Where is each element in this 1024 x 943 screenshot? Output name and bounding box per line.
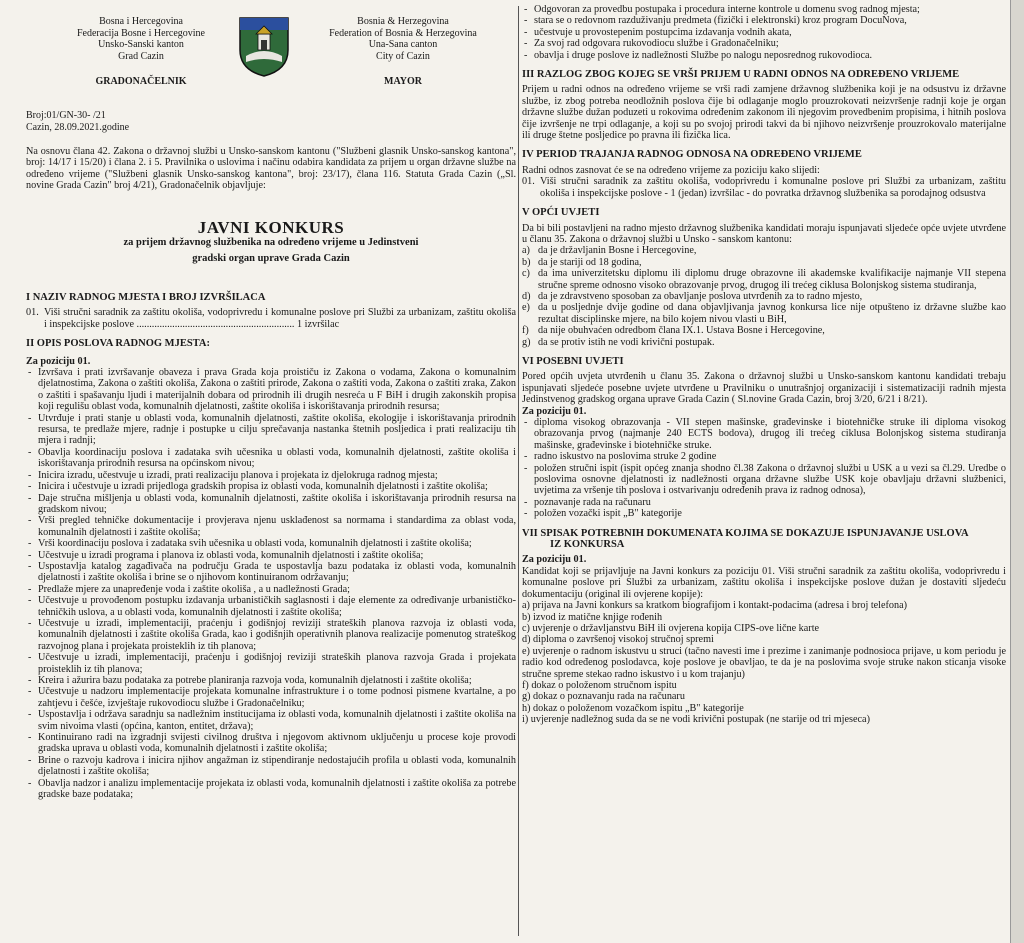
header-left-line: Grad Cazin	[118, 50, 164, 62]
duty-item: - Obavlja koordinaciju poslova i zadataka svih učesnika u oblasti voda, komunalnih djelatnosti, zaštite okoliša i iskorištavanja prirodnih resursa na općinskom nivou;	[26, 447, 516, 470]
general-condition-letter: b)	[522, 256, 531, 268]
duty-item: - Obavlja nadzor i analizu implementacije projekata iz oblasti voda, komunalnih djelatnosti i zaštite okoliša za potrebe gradske baze podataka;	[26, 778, 516, 801]
duty-item: - Učestvuje u izradi, implementaciji, praćenju i godišnjoj reviziji strateških planova razvoja iz oblasti voda, komunalnih djelatnosti i zaštite okoliša Grada, kao i godišnjih operativnih planova realizacije pomenutog strateškog razvojnog plana i projekata proisteklih iz tih planova;	[26, 618, 516, 652]
general-condition-letter: g)	[522, 336, 531, 348]
reference-number: Broj:01/GN-30- /21	[26, 110, 106, 121]
general-condition-text: da je državljanin Bosne i Hercegovine,	[538, 245, 697, 257]
document-item: b) izvod iz matične knjige rođenih	[522, 611, 663, 623]
general-condition-text: da u posljednje dvije godine od dana objavljivanja javnog konkursa lice nije otpušteno iz državne službe kao rezultat disciplinske mjere, na bilo kojem nivou vlasti u BiH,	[538, 302, 1006, 325]
section-6-position: Za poziciju 01.	[522, 405, 587, 417]
general-condition-item	[522, 245, 1006, 256]
special-condition-item: - položen vozački ispit „B" kategorije	[522, 508, 1006, 519]
reference-block	[26, 110, 129, 134]
header-right-line: City of Cazin	[376, 50, 430, 62]
general-condition-text: da je zdravstveno sposoban za obavljanje poslova utvrđenih za to radno mjesto,	[538, 290, 863, 302]
section-4-item	[522, 176, 1006, 199]
special-condition-item: - položen stručni ispit (ispit općeg znanja shodno čl.38 Zakona o državnoj službi u USK a u vezi sa čl.29. Uredbe o poslovima osnovne djelatnosti iz nadležnosti organa državne službe USK koje obavljaju državni službenici, uvjetima za vršenje tih poslova i ostvarivanju određenih prava iz radnog odnosa),	[522, 463, 1006, 497]
section-2-title: II OPIS POSLOVA RADNOG MJESTA:	[26, 338, 210, 350]
duty-item: - Odgovoran za provedbu postupaka i procedura interne kontrole u domenu svog radnog mjesta;	[522, 4, 1006, 15]
duty-item: - Vrši koordinaciju poslova i zadataka svih učesnika u oblasti voda, komunalnih djelatnosti i zaštite okoliša;	[26, 538, 516, 549]
general-condition-text: da nije obuhvaćen odredbom člana IX.1. Ustava Bosne i Hercegovine,	[538, 325, 825, 337]
special-condition-item: - poznavanje rada na računaru	[522, 497, 1006, 508]
column-divider	[518, 6, 519, 936]
section-6-intro: Pored općih uvjeta utvrđenih u članu 35. Zakona o državnoj službi u Unsko-sanskom kantonu kandidati trebaju ispunjavati sljedeće posebne uvjete utvrđene u Pravilniku o unutrašnjoj organizaciji i sistematizaciji radnih mjesta Jedinstvenog gradskog organa uprave Grada Cazin ( Sl.novine Grada Cazin, broj 3/20, 6/21 i 8/21).	[522, 371, 1006, 406]
header-left-line: Unsko-Sanski kanton	[98, 39, 184, 50]
document-header	[26, 0, 516, 110]
left-column	[26, 0, 516, 943]
general-condition-text: da se protiv istih ne vodi krivični postupak.	[538, 336, 715, 348]
reference-date: Cazin, 28.09.2021.godine	[26, 122, 130, 133]
document-item: c) uvjerenje o državljanstvu BiH ili ovjerena kopija CIPS-ove lične karte	[522, 622, 820, 634]
section-7-intro: Kandidat koji se prijavljuje na Javni konkurs za poziciju 01. Viši stručni saradnik za zaštitu okoliša, vodoprivredu i komunalne poslove pri Službi za urbanizam, zaštitu okoliša i inspekcijske poslove dužan je dostaviti sljedeću dokumentaciju (original ili ovjerene kopije):	[522, 565, 1006, 600]
section-3-text: Prijem u radni odnos na određeno vrijeme se vrši radi zamjene državnog službenika koji je na odsustvu iz državne službe, iz zbog potreba neodložnih poslova čije bi odlaganje moglo prouzrokovati neizvršenje radnji koje je organ državne službe dužan poduzeti u rokovima određenim zakonom ili njegovim provedbenim propisima, i hitnih poslova čije izvršenje ne trpi odlaganje, a koji su po svojoj prirodi takvi da bi njihovo neizvršenje prouzrokovalo materijalne ili druge štetne posljedice po pravna ili fizička lica.	[522, 84, 1006, 142]
document-item: h) dokaz o položenom vozačkom ispitu „B" kategorije	[522, 702, 744, 714]
general-condition-letter: a)	[522, 245, 530, 257]
special-condition-item: - radno iskustvo na poslovima struke 2 godine	[522, 451, 1006, 462]
general-condition-letter: f)	[522, 325, 529, 337]
page-title: JAVNI KONKURS	[197, 218, 345, 237]
general-condition-item	[522, 337, 1006, 348]
duty-item: - Učestvuje u izradi programa i planova iz oblasti voda, komunalnih djelatnosti i zaštite okoliša;	[26, 550, 516, 561]
document-item: d) diploma o završenoj visokoj stručnoj spremi	[522, 634, 714, 646]
adjacent-page-edge	[1010, 0, 1024, 943]
section-7-title-cont: IZ KONKURSA	[550, 539, 625, 551]
duty-item: - Brine o razvoju kadrova i inicira njihov angažman iz stipendiranje nedostajućih profila u oblasti voda, komunalnih djelatnosti i zaštite okoliša;	[26, 755, 516, 778]
title-block	[26, 218, 516, 265]
document-item: i) uvjerenje nadležnog suda da se ne vodi krivični postupak (ne starije od tri mjeseca)	[522, 714, 870, 726]
document-item: a) prijava na Javni konkurs sa kratkom biografijom i kontakt-podacima (adresa i broj telefona)	[522, 600, 908, 612]
header-right-line: Federation of Bosnia & Herzegovina	[329, 27, 477, 39]
duty-item: - Utvrđuje i prati stanje u oblasti voda, komunalnih djelatnosti, zaštite okoliša, ekologije i iskorištavanja prirodnih resursa, te predlaže mjere, radnje i postupke u cilju sprečavanja nastanka štetnih posljedica i prati realizaciju tih mjera i radnji;	[26, 413, 516, 447]
header-right-line: Bosnia & Herzegovina	[357, 16, 449, 27]
special-condition-item: - diploma visokog obrazovanja - VII stepen mašinske, građevinske i biotehničke struke ili diploma visokog obrazovanja prvog (najmanje 240 ECTS bodova), drugog ili trećeg ciklusa Bolonjskog sistema studiranja mašinske, građevinske i biotehničke struke.	[522, 417, 1006, 451]
duty-item: - Predlaže mjere za unapređenje voda i zaštite okoliša , a u nadležnosti Grada;	[26, 584, 516, 595]
section-1-text: Viši stručni saradnik za zaštitu okoliša, vodoprivredu i komunalne poslove pri Službi za urbanizam, zaštitu okoliša i inspekcijske poslove .............................................................. 1 izvršilac	[44, 307, 516, 330]
header-left-line: Bosna i Hercegovina	[99, 16, 183, 27]
duty-item: - stara se o redovnom razduživanju predmeta (fizički i elektronski) kroz program DocuNova,	[522, 15, 1006, 26]
header-right-role: MAYOR	[384, 76, 422, 87]
section-4-intro: Radni odnos zasnovat će se na određeno vrijeme za poziciju kako slijedi:	[522, 164, 820, 176]
general-condition-letter: e)	[522, 302, 530, 314]
duty-item: - Izvršava i prati izvršavanje obaveza i prava Grada koja proističu iz Zakona o vodama, Zakona o komunalnim djelatnostima, Zakona o zaštiti okoliša, Zakona o zaštiti prirode, Zakona o zaštiti voda, Zakona o zaštiti zraka, Zakon o zaštiti i spašavanju ljudi i materijalnih dobara od prirodnih ili drugih nesreća u F BiH i drugih zakonskih propisa koji regulišu oblast voda, komunalnih djelatnosti, zaštite okoliša i iskorištavanja prirodnih resursa;	[26, 367, 516, 413]
general-condition-text: da ima univerzitetsku diplomu ili diplomu druge obrazovne ili akademske kvalifikacije najmanje VII stepena stručne spreme odnosno visoko obrazovanje prvog, drugog ili trećeg ciklusa Bolonjskog sistema studiranja,	[538, 268, 1006, 291]
header-left-role: GRADONAČELNIK	[95, 76, 187, 87]
section-4-text: Viši stručni saradnik za zaštitu okoliša, vodoprivredu i komunalne poslove pri Službi za urbanizam, zaštitu okoliša i inspekcijske poslove - 1 (jedan) izvršilac - do povratka državnog službenika sa porodajnog odsustva	[540, 176, 1006, 199]
duty-item: - Kontinuirano radi na izgradnji svijesti civilnog društva i njegovom aktivnom uključenju u procese koje provodi gradska uprava u oblasti voda, komunalnih djelatnosti i zaštite okoliša;	[26, 732, 516, 755]
duty-item: - Uspostavlja katalog zagađivača na području Grada te uspostavlja bazu podataka iz oblasti voda, komunalnih djelatnosti i zaštite okoliša i brine se o njihovom kontinuiranom održavanju;	[26, 561, 516, 584]
document-item: e) uvjerenje o radnom iskustvu u struci (tačno navesti ime i prezime i zanimanje podnosioca prijave, u kom periodu je radio kod određenog poslodavca, koje poslove je obavljao, te da je na poslovima svoje struke nakon sticanja visoke stručne spreme stekao radno iskustvo i u kom trajanju)	[522, 645, 1006, 680]
general-condition-item	[522, 268, 1006, 291]
section-2-position: Za poziciju 01.	[26, 355, 91, 367]
duty-item: - Inicira izradu, učestvuje u izradi, prati realizaciju planova i projekata iz djelokruga radnog mjesta;	[26, 470, 516, 481]
general-condition-text: da je stariji od 18 godina,	[538, 256, 642, 268]
section-4-title: IV PERIOD TRAJANJA RADNOG ODNOSA NA ODREĐENO VRIJEME	[522, 149, 862, 161]
duty-item: - Uspostavlja i održava saradnju sa nadležnim institucijama iz oblasti voda, komunalnih djelatnosti i zaštite okoliša na svim nivoima vlasti (općina, kanton, entitet, država);	[26, 709, 516, 732]
document-item: f) dokaz o položenom stručnom ispitu	[522, 679, 677, 691]
duty-item: - Daje stručna mišljenja u oblasti voda, komunalnih djelatnosti, zaštite okoliša i iskorištavanja prirodnih resursa na gradskom nivou;	[26, 493, 516, 516]
intro-paragraph: Na osnovu člana 42. Zakona o državnoj službi u Unsko-sanskom kantonu ("Službeni glasnik Unsko-sanskog kantona", broj: 14/17 i 15/20) i člana 2. i 5. Pravilnika o uslovima i načinu odabira kandidata za prijem u organ državne službe na određeno vrijeme ("Službeni glasnik Unsko-sanskog kantona", broj: 23/17), člana 116. Statuta Grada Cazin („Sl. novine Grada Cazin" broj 4/21), Gradonačelnik objavljuje:	[26, 146, 516, 192]
right-column	[522, 0, 1006, 943]
general-condition-item	[522, 302, 1006, 325]
duty-item: - Vrši pregled tehničke dokumentacije i provjerava njenu usklađenost sa normama i standardima za oblast voda, komunalnih djelatnosti i zaštite okoliša;	[26, 515, 516, 538]
duty-item: - Učestvuje u provođenom postupku izdavanja urbanističkih saglasnosti i daje elemente za određivanje urbanističko-tehničkih uslova, a u oblasti voda, komunalnih djelatnosti i zaštite okoliša;	[26, 595, 516, 618]
subtitle-line-1: za prijem državnog službenika na određeno vrijeme u Jedinstveni	[123, 237, 419, 249]
header-right-line: Una-Sana canton	[368, 39, 438, 50]
duty-item: - Inicira i učestvuje u izradi prijedloga gradskih propisa iz oblasti voda, komunalnih djelatnosti i zaštite okoliša;	[26, 481, 516, 492]
duty-item: - Za svoj rad odgovara rukovodiocu službe i Gradonačelniku;	[522, 38, 1006, 49]
section-5-intro: Da bi bili postavljeni na radno mjesto državnog službenika kandidati moraju ispunjavati sljedeće opće uvjete utvrđene u članu 35. Zakona o državnoj službi u Unsko - sanskom kantonu:	[522, 222, 1006, 245]
section-1-number: 01.	[26, 307, 39, 319]
section-5-title: V OPĆI UVJETI	[522, 207, 600, 219]
section-1-item	[26, 307, 516, 330]
duty-item: - Učestvuje u nadzoru implementacije projekata komunalne infrastrukture i o tome podnosi pismene kvartalne, a po zahtjevu i češće, izvještaje rukovodiocu službe i Gradonačelniku;	[26, 686, 516, 709]
duty-item: - učestvuje u provostepenim postupcima izdavanja vodnih akata,	[522, 27, 1006, 38]
subtitle-line-2: gradski organ uprave Grada Cazin	[192, 253, 350, 265]
duty-item: - Kreira i ažurira bazu podataka za potrebe planiranja razvoja voda, komunalnih djelatnosti i zaštite okoliša;	[26, 675, 516, 686]
section-4-number: 01.	[522, 176, 535, 188]
header-left-line: Federacija Bosne i Hercegovine	[76, 27, 205, 39]
section-7-position: Za poziciju 01.	[522, 554, 587, 566]
section-1-title: I NAZIV RADNOG MJESTA I BROJ IZVRŠILACA	[26, 292, 266, 303]
general-condition-item	[522, 291, 1006, 302]
general-condition-item	[522, 325, 1006, 336]
section-7-title: VII SPISAK POTREBNIH DOKUMENATA KOJIMA SE DOKAZUJE ISPUNJAVANJE USLOVA	[522, 527, 969, 539]
header-left	[56, 16, 226, 88]
left-body	[26, 292, 516, 800]
section-6-title: VI POSEBNI UVJETI	[522, 355, 624, 367]
duty-item: - obavlja i druge poslove iz nadležnosti Službe po nalogu neposrednog rukovodioca.	[522, 50, 1006, 61]
section-3-title: III RAZLOG ZBOG KOJEG SE VRŠI PRIJEM U RADNI ODNOS NA ODREĐENO VRIJEME	[522, 69, 960, 81]
general-condition-letter: d)	[522, 290, 531, 302]
header-right	[318, 16, 488, 88]
coat-of-arms-icon	[236, 16, 292, 78]
document-item: g) dokaz o poznavanju rada na računaru	[522, 691, 685, 703]
general-condition-item	[522, 257, 1006, 268]
duty-item: - Učestvuje u izradi, implementaciji, praćenju i godišnjoj reviziji strateških planova razvoja Grada i projekata proisteklih iz tih planova;	[26, 652, 516, 675]
general-condition-letter: c)	[522, 268, 530, 280]
